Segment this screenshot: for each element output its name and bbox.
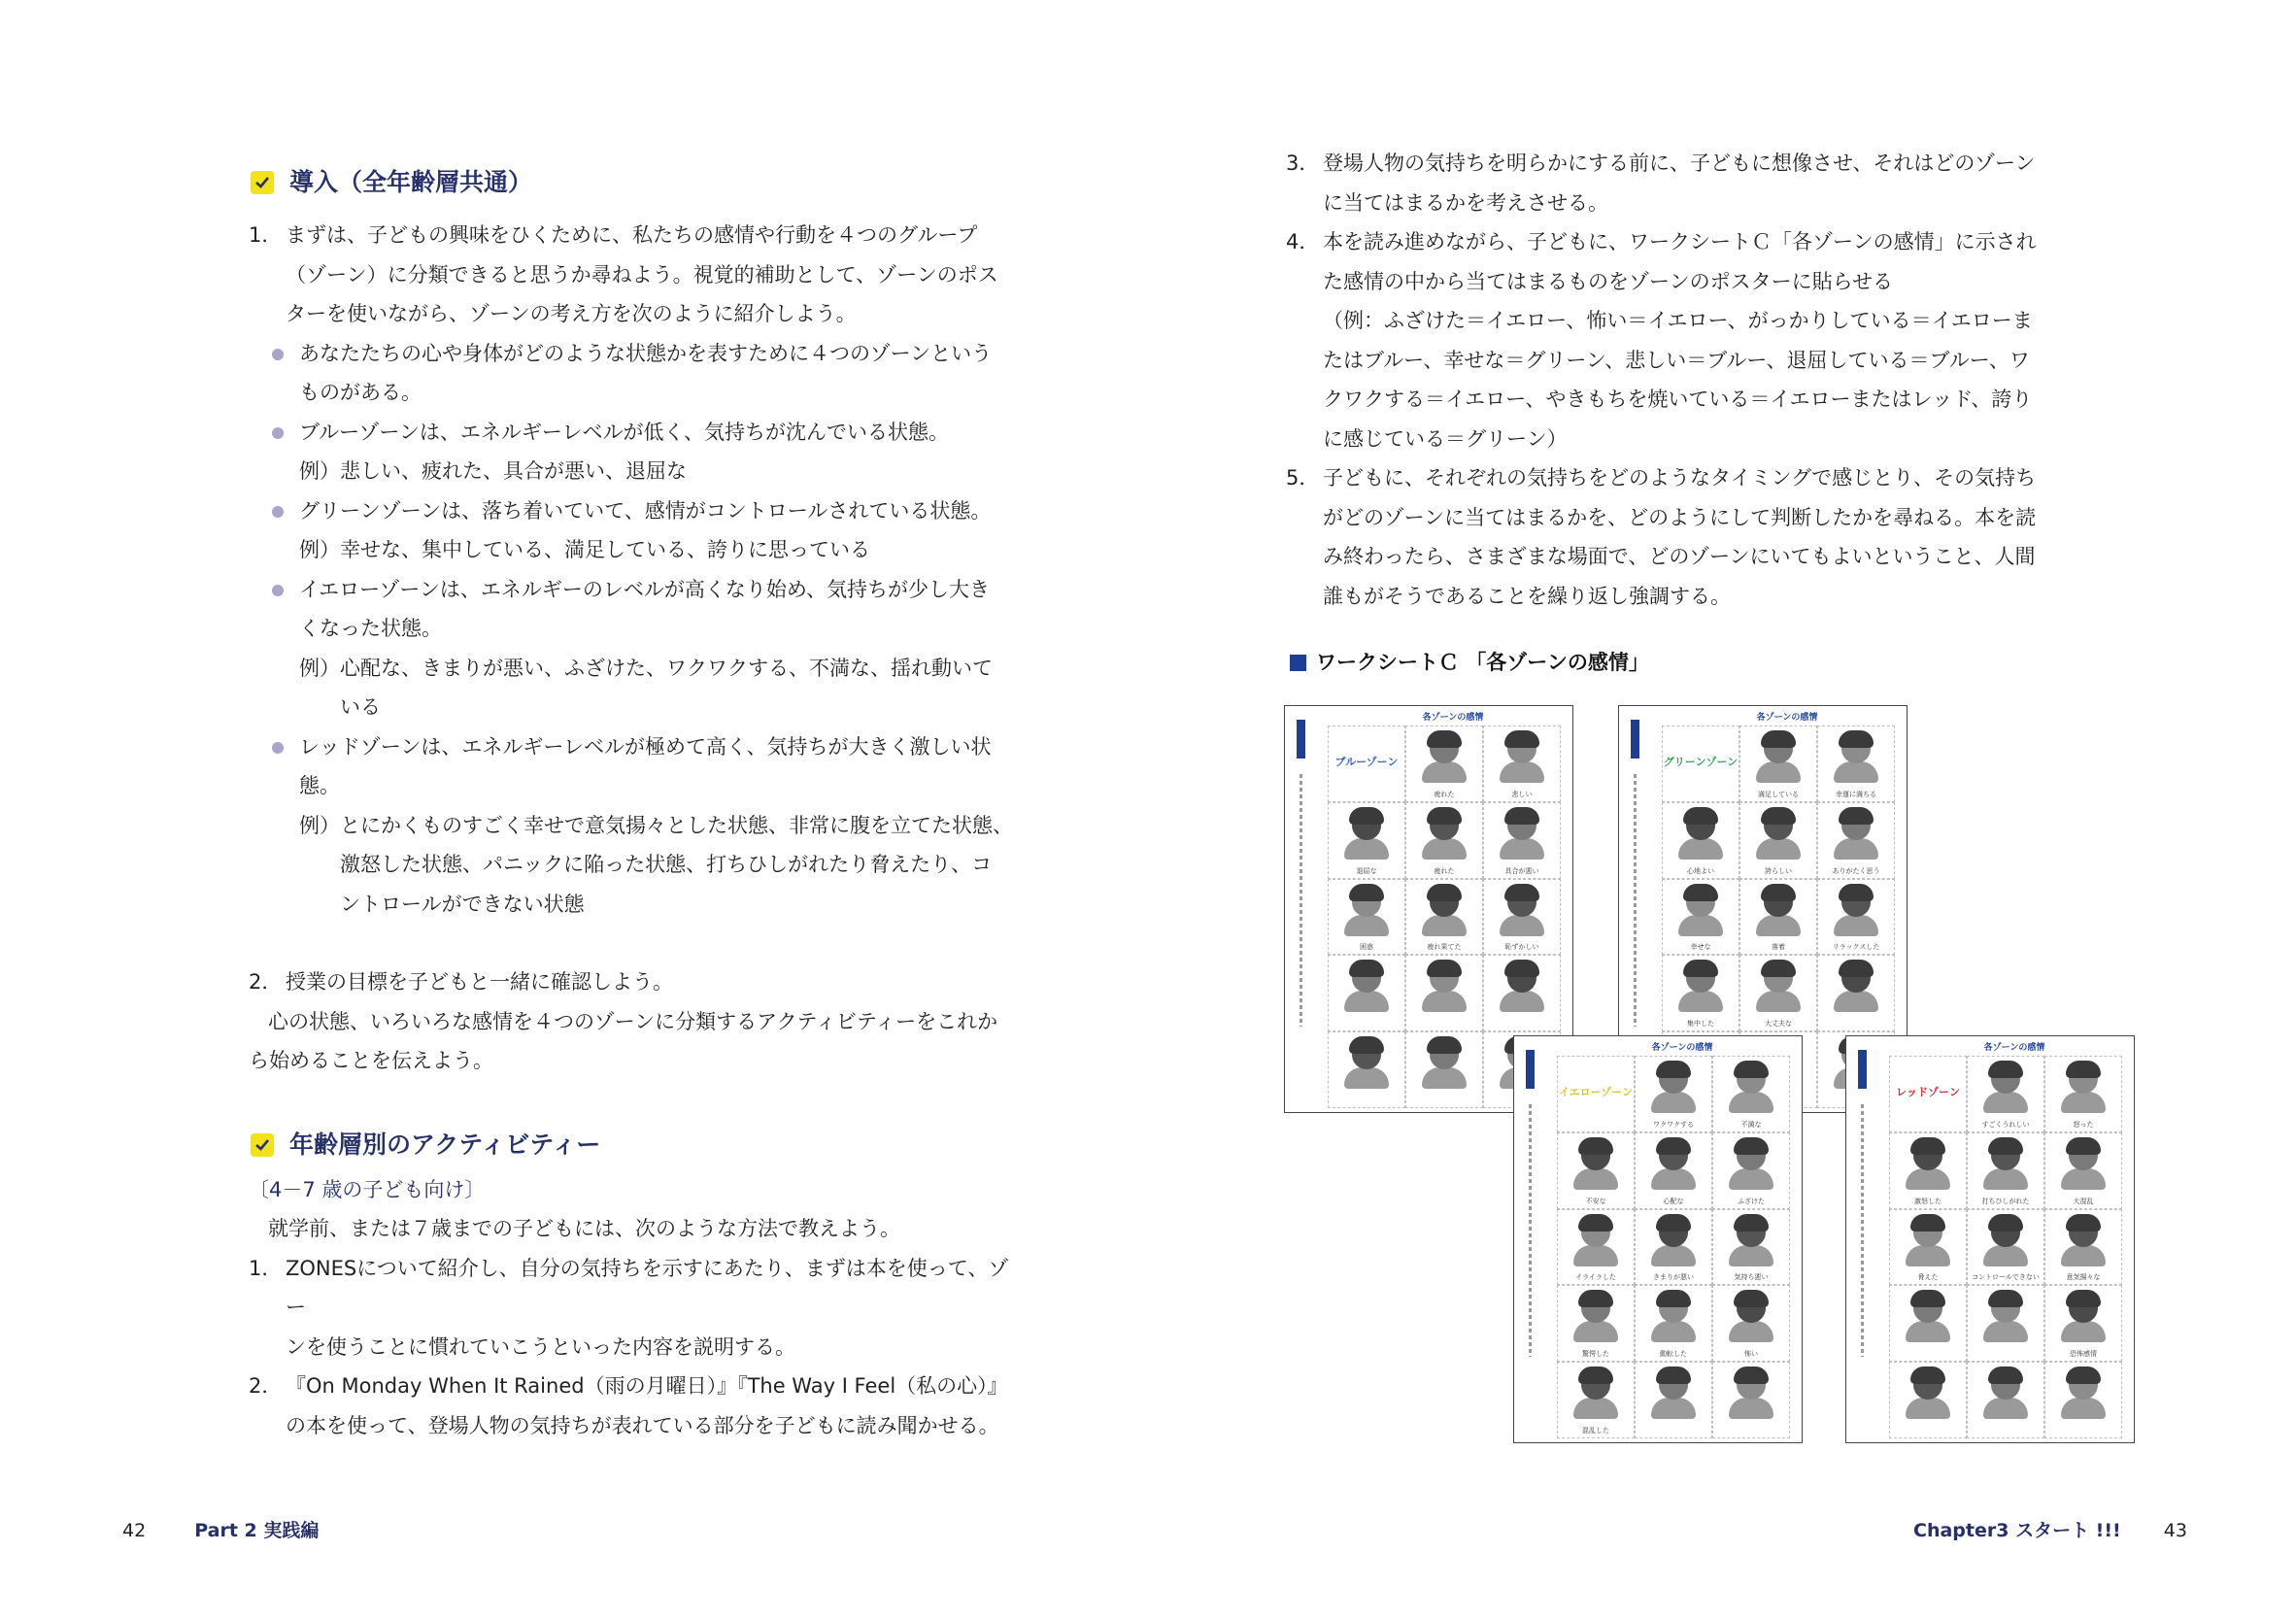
- person-icon: [1651, 1398, 1696, 1419]
- hair-icon: [1910, 1290, 1945, 1307]
- emotion-caption: ふざけた: [1738, 1197, 1765, 1205]
- emotion-caption: イライラした: [1575, 1273, 1616, 1282]
- emotion-caption: コントロールできない: [1972, 1273, 2040, 1282]
- emotion-cell: [2044, 1362, 2122, 1438]
- hair-icon: [2066, 1214, 2101, 1232]
- emotion-caption: 具合が悪い: [1504, 866, 1539, 875]
- hair-icon: [1839, 884, 1874, 901]
- hair-icon: [1910, 1214, 1945, 1232]
- emotion-cell: [1889, 1209, 1967, 1286]
- person-icon: [2061, 1245, 2106, 1266]
- hair-icon: [1656, 1137, 1691, 1155]
- emotion-caption: 恥ずかしい: [1504, 943, 1539, 952]
- emotion-caption: 大混乱: [2073, 1197, 2094, 1205]
- hair-icon: [1910, 1137, 1945, 1155]
- emotion-caption: 疲れ果てた: [1427, 943, 1462, 952]
- example-line: 例） とにかくものすごく幸せで意気揚々とした状態、非常に腹を立てた状態、 激怒した状態、パニックに陥った状態、打ちひしがれたり脅えたり、コ ントロールができない状態: [299, 813, 1013, 916]
- intro-text: 就学前、または７歳までの子どもには、次のような方法で教えよう。: [268, 1217, 900, 1240]
- emotion-cell: [1662, 879, 1739, 956]
- person-icon: [1983, 1321, 2028, 1342]
- emotion-cell: [1405, 802, 1483, 879]
- zone-label: イエローゾーン: [1559, 1086, 1633, 1098]
- sheet-side-text: [1529, 1104, 1532, 1357]
- emotion-caption: 疲れた: [1434, 790, 1455, 798]
- emotion-caption: 混乱した: [1582, 1427, 1609, 1434]
- sheet-grid: [1557, 1056, 1790, 1438]
- numbered-item-1: 1． まずは、子どもの興味をひくために、私たちの感情や行動を４つのグループ （ゾーン）に分類できると思うか尋ねよう。視覚的補助として、ゾーンのポス ターを使いながら、ゾーンの考え方を次のように紹介しよう。: [249, 223, 998, 325]
- numbered-item-5: 5． 子どもに、それぞれの気持ちをどのようなタイミングで感じとり、その気持ち がどのゾーンに当てはまるかを、どのようにして判断したかを尋ねる。本を読 み終わったら、さまざまな場面で、どのゾーンにいてもよいということ、人間 誰もがそうであることを繰り返し強調する。: [1286, 466, 2037, 608]
- hair-icon: [1578, 1367, 1613, 1384]
- emotion-caption: 驚愕した: [1582, 1350, 1609, 1359]
- sheet-side-tab: [1858, 1050, 1867, 1089]
- person-icon: [1756, 761, 1801, 783]
- person-icon: [1422, 915, 1467, 936]
- checkbox-icon: [251, 1133, 274, 1157]
- emotion-cell: [1557, 1132, 1635, 1209]
- emotion-cell: [1662, 955, 1739, 1031]
- hair-icon: [1734, 1290, 1769, 1307]
- hair-icon: [2066, 1367, 2101, 1384]
- person-icon: [1422, 761, 1467, 783]
- person-icon: [1678, 915, 1723, 936]
- sheet-side-tab: [1631, 720, 1639, 759]
- emotion-cell: [2044, 1132, 2122, 1209]
- worksheet-sheet: [1513, 1035, 1803, 1443]
- hair-icon: [1349, 960, 1384, 977]
- numbered-item-2: 2． 授業の目標を子どもと一緒に確認しよう。: [249, 970, 673, 994]
- emotion-caption: 集中した: [1687, 1020, 1714, 1029]
- person-icon: [2061, 1092, 2106, 1113]
- emotion-cell: [1405, 1031, 1483, 1108]
- hair-icon: [1839, 807, 1874, 825]
- emotion-cell: [1483, 802, 1561, 879]
- emotion-caption: 心配な: [1663, 1197, 1684, 1205]
- person-icon: [1756, 991, 1801, 1012]
- emotion-cell: [1739, 955, 1817, 1031]
- hair-icon: [1656, 1061, 1691, 1078]
- emotion-caption: すごくうれしい: [1981, 1120, 2030, 1129]
- hair-icon: [1504, 807, 1539, 825]
- person-icon: [1906, 1398, 1950, 1419]
- hair-icon: [2066, 1137, 2101, 1155]
- emotion-cell: [1557, 1209, 1635, 1286]
- emotion-cell: [1328, 955, 1405, 1031]
- emotion-cell: [1712, 1056, 1790, 1132]
- numbered-item-3: 3． 登場人物の気持ちを明らかにする前に、子どもに想像させ、それはどのゾーン に当てはまるかを考えさせる。: [1286, 152, 2036, 215]
- hair-icon: [1504, 884, 1539, 901]
- emotion-caption: 悲しい: [1511, 790, 1533, 798]
- hair-icon: [1427, 1036, 1462, 1054]
- emotion-caption: ワクワクする: [1653, 1120, 1694, 1129]
- emotion-caption: 気持ち悪い: [1734, 1273, 1769, 1282]
- emotion-caption: 動転した: [1660, 1350, 1687, 1359]
- heading-introduction: 導入（全年齢層共通）: [249, 161, 1016, 204]
- emotion-cell: [1712, 1209, 1790, 1286]
- emotion-caption: 幸せな: [1690, 943, 1711, 952]
- worksheet-title: ワークシートＣ 「各ゾーンの感情」: [1286, 643, 2063, 682]
- hair-icon: [1761, 807, 1796, 825]
- page-number: 43: [2163, 1520, 2187, 1541]
- emotion-caption: 落着: [1772, 943, 1785, 952]
- person-icon: [1344, 991, 1389, 1012]
- hair-icon: [1988, 1214, 2023, 1232]
- emotion-caption: 満足している: [1758, 790, 1799, 798]
- page-number: 42: [122, 1520, 147, 1541]
- hair-icon: [1427, 960, 1462, 977]
- hair-icon: [1734, 1137, 1769, 1155]
- person-icon: [1906, 1245, 1950, 1266]
- person-icon: [1651, 1092, 1696, 1113]
- emotion-cell: [1817, 879, 1895, 956]
- emotion-cell: [1328, 726, 1405, 802]
- hair-icon: [1683, 807, 1718, 825]
- hair-icon: [1427, 884, 1462, 901]
- emotion-cell: [1405, 879, 1483, 956]
- emotion-cell: [1635, 1056, 1712, 1132]
- hair-icon: [1839, 960, 1874, 977]
- hair-icon: [2066, 1290, 2101, 1307]
- sheet-side-tab: [1297, 720, 1305, 759]
- sheet-title: 各ゾーンの感情: [1756, 713, 1818, 723]
- hair-icon: [1988, 1290, 2023, 1307]
- person-icon: [1678, 991, 1723, 1012]
- person-icon: [1573, 1168, 1618, 1190]
- hair-icon: [2066, 1061, 2101, 1078]
- hair-icon: [1349, 1036, 1384, 1054]
- emotion-caption: 打ちひしがれた: [1981, 1197, 2030, 1205]
- person-icon: [1983, 1168, 2028, 1190]
- sheet-title: 各ゾーンの感情: [1422, 713, 1484, 723]
- emotion-cell: [1405, 726, 1483, 802]
- zone-label: レッドゾーン: [1896, 1086, 1960, 1098]
- sheet-side-text: [1861, 1104, 1864, 1357]
- emotion-cell: [1817, 955, 1895, 1031]
- footer-label: Part 2 実践編: [194, 1520, 320, 1541]
- example-line: 例） 心配な、きまりが悪い、ふざけた、ワクワクする、不満な、揺れ動いて いる: [299, 656, 993, 719]
- footer-label: Chapter3 スタート !!!: [1913, 1520, 2121, 1541]
- hair-icon: [1910, 1367, 1945, 1384]
- hair-icon: [1683, 884, 1718, 901]
- person-icon: [1500, 838, 1544, 860]
- bullet-dot-icon: [268, 570, 299, 649]
- sheet-side-text: [1300, 774, 1302, 1027]
- person-icon: [1422, 838, 1467, 860]
- emotion-cell: [1967, 1285, 2044, 1362]
- subheading-age: 〔4－7 歳の子ども向け〕: [249, 1177, 486, 1201]
- paragraph: 心の状態、いろいろな感情を４つのゾーンに分類するアクティビティーをこれか: [268, 1009, 998, 1033]
- person-icon: [1834, 761, 1878, 783]
- right-page: [1148, 0, 2296, 1620]
- person-icon: [2061, 1168, 2106, 1190]
- emotion-caption: リラックスした: [1832, 943, 1880, 952]
- emotion-cell: [1328, 802, 1405, 879]
- hair-icon: [1656, 1367, 1691, 1384]
- person-icon: [1573, 1321, 1618, 1342]
- person-icon: [1834, 915, 1878, 936]
- emotion-caption: 疲れた: [1434, 866, 1455, 875]
- person-icon: [1344, 915, 1389, 936]
- emotion-cell: [1635, 1209, 1712, 1286]
- person-icon: [1983, 1092, 2028, 1113]
- person-icon: [1651, 1168, 1696, 1190]
- emotion-caption: 誇らしい: [1765, 866, 1792, 875]
- square-bullet-icon: [1290, 655, 1306, 671]
- emotion-caption: 恐怖感情: [2070, 1350, 2097, 1359]
- hair-icon: [1734, 1367, 1769, 1384]
- person-icon: [1678, 838, 1723, 860]
- emotion-cell: [1967, 1056, 2044, 1132]
- emotion-cell: [1328, 1031, 1405, 1108]
- person-icon: [2061, 1321, 2106, 1342]
- emotion-caption: 幸運に満ちる: [1836, 790, 1876, 798]
- emotion-cell: [1662, 802, 1739, 879]
- footer-left: [122, 1517, 319, 1544]
- hair-icon: [1578, 1137, 1613, 1155]
- emotion-cell: [1817, 802, 1895, 879]
- right-column: [1286, 144, 2063, 682]
- person-icon: [1500, 761, 1544, 783]
- person-icon: [1983, 1245, 2028, 1266]
- example-line: 例） 幸せな、集中している、満足している、誇りに思っている: [299, 538, 870, 561]
- sheet-side-text: [1634, 774, 1637, 1027]
- example-line: 例） 悲しい、疲れた、具合が悪い、退屈な: [299, 459, 687, 483]
- bullet-item: イエローゾーンは、エネルギーのレベルが高くなり始め、気持ちが少し大き くなった状態。: [249, 570, 1016, 649]
- hair-icon: [1988, 1137, 2023, 1155]
- hair-icon: [1734, 1061, 1769, 1078]
- bullet-item: あなたたちの心や身体がどのような状態かを表すために４つのゾーンという ものがある。: [249, 334, 1016, 413]
- hair-icon: [1656, 1214, 1691, 1232]
- person-icon: [1651, 1245, 1696, 1266]
- hair-icon: [1761, 730, 1796, 748]
- bullet-item: グリーンゾーンは、落ち着いていて、感情がコントロールされている状態。: [249, 491, 1016, 531]
- sheet-side-tab: [1526, 1050, 1535, 1089]
- emotion-cell: [1739, 726, 1817, 802]
- person-icon: [1729, 1168, 1773, 1190]
- checkbox-icon: [251, 171, 274, 194]
- emotion-cell: [1635, 1132, 1712, 1209]
- emotion-caption: 脅えた: [1917, 1273, 1939, 1282]
- person-icon: [1573, 1398, 1618, 1419]
- footer-right: [1913, 1517, 2187, 1544]
- person-icon: [1906, 1168, 1950, 1190]
- emotion-caption: 心地よい: [1687, 866, 1714, 875]
- sheet-grid: [1889, 1056, 2122, 1438]
- emotion-cell: [1483, 726, 1561, 802]
- emotion-cell: [1889, 1132, 1967, 1209]
- hair-icon: [1761, 960, 1796, 977]
- person-icon: [1834, 838, 1878, 860]
- hair-icon: [1349, 884, 1384, 901]
- sheet-title: 各ゾーンの感情: [1651, 1043, 1713, 1053]
- emotion-cell: [1483, 955, 1561, 1031]
- person-icon: [1756, 915, 1801, 936]
- emotion-cell: [1889, 1362, 1967, 1438]
- emotion-cell: [1712, 1285, 1790, 1362]
- hair-icon: [1349, 807, 1384, 825]
- emotion-cell: [1635, 1285, 1712, 1362]
- person-icon: [1573, 1245, 1618, 1266]
- person-icon: [1500, 991, 1544, 1012]
- emotion-caption: 大丈夫な: [1765, 1020, 1792, 1029]
- emotion-cell: [1967, 1132, 2044, 1209]
- hair-icon: [1427, 730, 1462, 748]
- numbered-item-1b: 1． ZONESについて紹介し、自分の気持ちを示すにあたり、まずは本を使って、ゾー ンを使うことに慣れていこうといった内容を説明する。: [249, 1256, 1009, 1359]
- person-icon: [1422, 991, 1467, 1012]
- emotion-cell: [1635, 1362, 1712, 1438]
- numbered-item-2b: 2． 『On Monday When It Rained（雨の月曜日）』『The Way I Feel（私の心）』 の本を使って、登場人物の気持ちが表れている部分を子どもに読み聞かせる。: [249, 1374, 1008, 1437]
- hair-icon: [1761, 884, 1796, 901]
- hair-icon: [1734, 1214, 1769, 1232]
- hair-icon: [1683, 960, 1718, 977]
- worksheet-sheet: [1845, 1035, 2135, 1443]
- person-icon: [2061, 1398, 2106, 1419]
- person-icon: [1756, 838, 1801, 860]
- zone-label: ブルーゾーン: [1334, 756, 1399, 768]
- hair-icon: [1427, 807, 1462, 825]
- bullet-dot-icon: [268, 413, 299, 453]
- emotion-caption: 怒った: [2073, 1120, 2094, 1129]
- emotion-caption: 困惑: [1360, 943, 1373, 952]
- emotion-cell: [1712, 1362, 1790, 1438]
- emotion-caption: 不安な: [1585, 1197, 1606, 1205]
- heading-age-activities: 年齢層別のアクティビティー: [249, 1124, 1016, 1166]
- bullet-item: レッドゾーンは、エネルギーレベルが極めて高く、気持ちが大きく激しい状 態。: [249, 727, 1016, 806]
- emotion-caption: 怖い: [1744, 1350, 1758, 1359]
- emotion-cell: [1483, 879, 1561, 956]
- person-icon: [1729, 1321, 1773, 1342]
- person-icon: [1729, 1092, 1773, 1113]
- hair-icon: [1578, 1290, 1613, 1307]
- hair-icon: [1656, 1290, 1691, 1307]
- emotion-cell: [1328, 879, 1405, 956]
- emotion-cell: [1967, 1362, 2044, 1438]
- emotion-cell: [1712, 1132, 1790, 1209]
- bullet-dot-icon: [268, 334, 299, 413]
- numbered-item-4: 4． 本を読み進めながら、子どもに、ワークシートＣ「各ゾーンの感情」に示され た感情の中から当てはまるものをゾーンのポスターに貼らせる （例：ふざけた＝イエロー、怖い＝イエロー、がっかりしている＝イエローま たはブルー、幸せな＝グリーン、悲しい＝ブルー、退屈している＝ブルー、ワ クワクする＝イエロー、やきもちを焼いている＝イエローまたはレッド、誇り に感じている＝グリーン）: [1286, 230, 2037, 451]
- emotion-cell: [1405, 955, 1483, 1031]
- bullet-item: ブルーゾーンは、エネルギーレベルが低く、気持ちが沈んでいる状態。: [249, 413, 1016, 453]
- person-icon: [1906, 1321, 1950, 1342]
- emotion-caption: きまりが悪い: [1653, 1273, 1694, 1282]
- emotion-caption: ありがたく思う: [1832, 866, 1880, 875]
- emotion-cell: [1739, 802, 1817, 879]
- bullet-dot-icon: [268, 491, 299, 531]
- bullet-dot-icon: [268, 727, 299, 806]
- left-column: [249, 161, 1016, 1445]
- emotion-cell: [1817, 726, 1895, 802]
- hair-icon: [1504, 730, 1539, 748]
- emotion-cell: [1662, 726, 1739, 802]
- person-icon: [1729, 1245, 1773, 1266]
- person-icon: [1729, 1398, 1773, 1419]
- emotion-cell: [1739, 879, 1817, 956]
- emotion-caption: 意気揚々な: [2066, 1273, 2101, 1282]
- person-icon: [1983, 1398, 2028, 1419]
- zone-label: グリーンゾーン: [1663, 756, 1739, 768]
- emotion-caption: 不満な: [1740, 1120, 1762, 1129]
- emotion-caption: 激怒した: [1914, 1197, 1941, 1205]
- person-icon: [1834, 991, 1878, 1012]
- emotion-cell: [2044, 1209, 2122, 1286]
- hair-icon: [1578, 1214, 1613, 1232]
- emotion-cell: [1557, 1056, 1635, 1132]
- person-icon: [1344, 838, 1389, 860]
- emotion-cell: [1557, 1362, 1635, 1438]
- hair-icon: [1988, 1061, 2023, 1078]
- hair-icon: [1839, 730, 1874, 748]
- emotion-cell: [2044, 1056, 2122, 1132]
- emotion-cell: [2044, 1285, 2122, 1362]
- sheet-title: 各ゾーンの感情: [1983, 1043, 2045, 1053]
- person-icon: [1422, 1067, 1467, 1089]
- person-icon: [1651, 1321, 1696, 1342]
- emotion-cell: [1889, 1285, 1967, 1362]
- emotion-cell: [1557, 1285, 1635, 1362]
- hair-icon: [1988, 1367, 2023, 1384]
- person-icon: [1344, 1067, 1389, 1089]
- paragraph-cont: ら始めることを伝えよう。: [249, 1049, 493, 1072]
- emotion-caption: 退屈な: [1356, 866, 1377, 875]
- person-icon: [1500, 915, 1544, 936]
- emotion-cell: [1889, 1056, 1967, 1132]
- emotion-cell: [1967, 1209, 2044, 1286]
- hair-icon: [1504, 960, 1539, 977]
